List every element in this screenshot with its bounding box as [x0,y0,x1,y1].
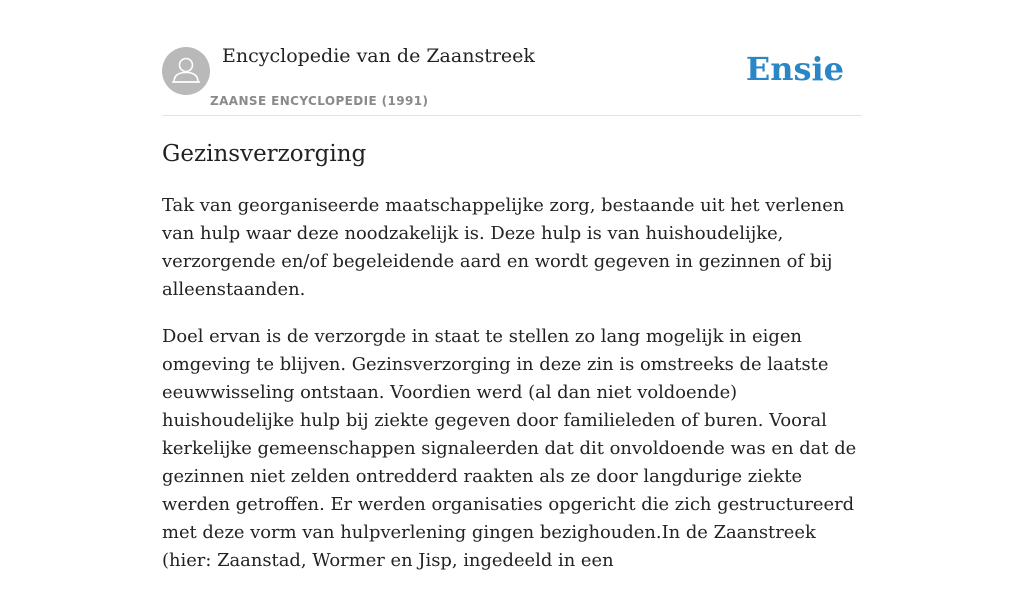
user-placeholder-icon[interactable] [162,47,210,95]
article-paragraph: Doel ervan is de verzorgde in staat te stellen zo lang mogelijk in eigen omgeving te blijven. Gezinsverzorging in deze zin is omstreeks de laatste eeuwwisseling ontstaan. Voordien werd (al dan niet voldoende) huishoudelijke hulp bij ziekte gegeven door familieleden of buren. Vooral kerkelijke gemeenschappen signaleerden dat dit onvoldoende was en dat de gezinnen niet zelden ontredderd raakten als ze door langdurige ziekte werden getroffen. Er werden organisaties opgericht die zich gestructureerd met deze vorm van hulpverlening gingen bezighouden.In de Zaanstreek (hier: Zaanstad, Wormer en Jisp, ingedeeld in een [162,326,857,571]
article-title: Gezinsverzorging [162,141,367,167]
ensie-logo[interactable]: Ensie [745,50,844,88]
article-paragraph: Tak van georganiseerde maatschappelijke zorg, bestaande uit het verlenen van hulp waar deze noodzakelijk is. Deze hulp is van huishoudelijke, verzorgende en/of begeleidende aard en wordt gegeven in gezinnen of bij alleenstaanden. [162,195,845,300]
article-body [162,138,862,594]
source-subtitle[interactable]: ZAANSE ENCYCLOPEDIE (1991) [210,94,429,108]
source-title[interactable]: Encyclopedie van de Zaanstreek [222,45,535,67]
source-header [162,40,862,116]
